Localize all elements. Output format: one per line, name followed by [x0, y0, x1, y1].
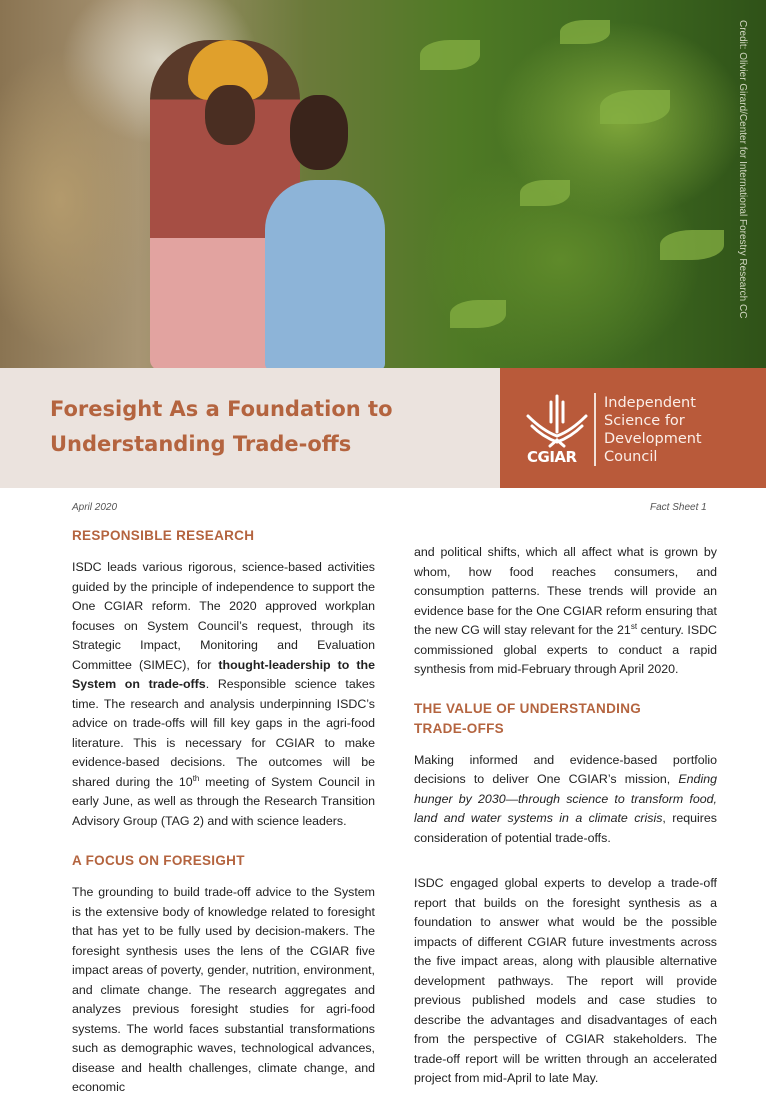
paragraph: and political shifts, which all affect what is grown by whom, how food reaches consumers, and consumption patterns. These trends will provide an evidence base for the One CGIAR reform ensuring that the new CG will stay relevant for the 21st century. ISDC commissioned global experts to conduct a rapid synthesis from mid-February through April 2020. [414, 545, 717, 676]
council-name: Independent Science for Development Council [604, 395, 702, 465]
section-heading: THE VALUE OF UNDERSTANDING TRADE-OFFS [414, 700, 642, 736]
right-column [414, 543, 717, 1108]
section-heading: RESPONSIBLE RESEARCH [72, 528, 255, 543]
child-figure [265, 180, 385, 368]
date: April 2020 [72, 502, 118, 513]
paragraph: ISDC leads various rigorous, science-based activities guided by the principle of independence to support the One CGIAR reform. The 2020 approved workplan focuses on System Council’s request, through its Strategic Impact, Monitoring and Evaluation Committee (SIMEC), for thought-leadership to the System on trade-offs. Responsible science takes time. The research and analysis underpinning ISDC’s advice on trade-offs will fill key gaps in the agri-food literature. This is necessary for CGIAR to make evidence-based decisions. The outcomes will be shared during the 10th meeting of System Council in early June, as well as through the Research Transition Advisory Group (TAG 2) and with science leaders. [72, 560, 376, 828]
cover-photo [0, 0, 766, 368]
cgiar-logo-text: CGIAR [527, 448, 577, 466]
page-title: Foresight As a Foundation to Understanding Trade-offs [50, 397, 393, 456]
section-heading: A FOCUS ON FORESIGHT [72, 853, 245, 868]
paragraph: ISDC engaged global experts to develop a trade-off report that builds on the foresight synthesis as a foundation to answer what would be the possible impacts of different CGIAR future investments across the five impact areas, along with plausible alternative development pathways. The report will provide previous published models and case studies to describe the advantages and disadvantages of each from the perspective of CGIAR stakeholders. The trade-off report will be written through an accelerated project from mid-April to late May. [414, 876, 717, 1085]
paragraph: Making informed and evidence-based portfolio decisions to deliver One CGIAR’s mission, Ending hunger by 2030—through science to transform food, land and water systems in a climate crisis, requires consideration of potential trade-offs. [414, 752, 717, 845]
paragraph: The grounding to build trade-off advice to the System is the extensive body of knowledge related to foresight that has yet to be fully used by decision-makers. The foresight synthesis uses the lens of the CGIAR five impact areas of poverty, gender, nutrition, environment, and climate change. The research aggregates and analyzes previous foresight studies for agri-food systems. The world faces substantial transformations such as demographic waves, technological advances, disease and health challenges, climate change, and economic [72, 885, 375, 1094]
left-column [72, 526, 375, 1117]
fact-sheet-number: Fact Sheet 1 [650, 502, 707, 513]
photo-credit: Credit: Olivier Girard/Center for International Forestry Research CC [737, 20, 748, 319]
divider [594, 393, 596, 466]
